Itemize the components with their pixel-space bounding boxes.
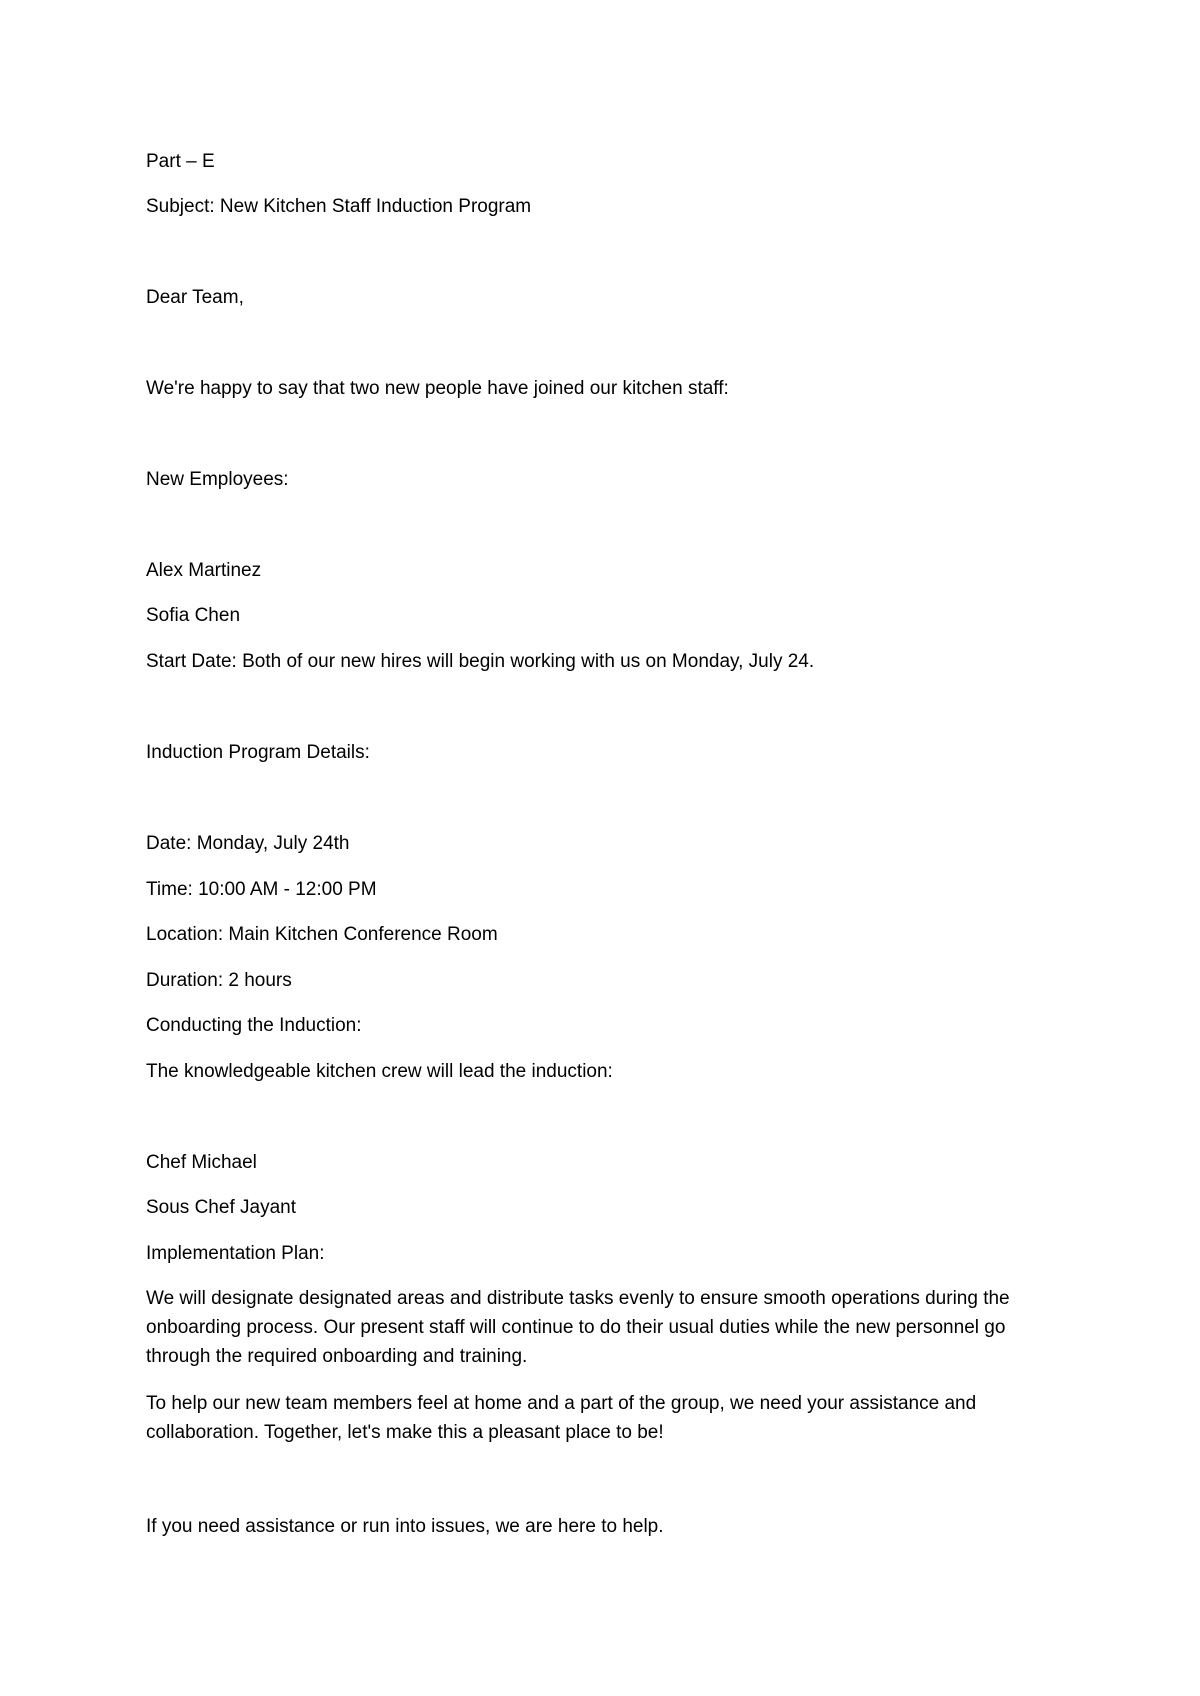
leader-name: Chef Michael [146, 1152, 257, 1173]
induction-location: Location: Main Kitchen Conference Room [146, 924, 498, 945]
greeting: Dear Team, [146, 287, 244, 308]
start-date-text: Start Date: Both of our new hires will begin working with us on Monday, July 24. [146, 651, 815, 672]
employee-name: Sofia Chen [146, 605, 241, 626]
intro-text: We're happy to say that two new people have joined our kitchen staff: [146, 378, 729, 399]
implementation-text: We will designate designated areas and distribute tasks evenly to ensure smooth operations during the onboarding process. Our present staff will continue to do their usual duties while the new personnel go through the required onboarding and training. [146, 1288, 1010, 1367]
new-employees-heading: New Employees: [146, 469, 289, 490]
induction-date: Date: Monday, July 24th [146, 833, 350, 854]
closing-text: To help our new team members feel at home and a part of the group, we need your assistance and collaboration. Together, let's make this a pleasant place to be! [146, 1393, 977, 1443]
employee-name: Alex Martinez [146, 560, 262, 581]
leader-name: Sous Chef Jayant [146, 1197, 296, 1218]
induction-heading: Induction Program Details: [146, 742, 370, 763]
conducting-heading: Conducting the Induction: [146, 1015, 362, 1036]
conducting-text: The knowledgeable kitchen crew will lead the induction: [146, 1061, 613, 1082]
subject-line: Subject: New Kitchen Staff Induction Program [146, 196, 532, 217]
help-text: If you need assistance or run into issues, we are here to help. [146, 1516, 664, 1537]
induction-duration: Duration: 2 hours [146, 970, 292, 991]
implementation-heading: Implementation Plan: [146, 1243, 325, 1264]
induction-time: Time: 10:00 AM - 12:00 PM [146, 879, 377, 900]
part-label: Part – E [146, 151, 215, 172]
